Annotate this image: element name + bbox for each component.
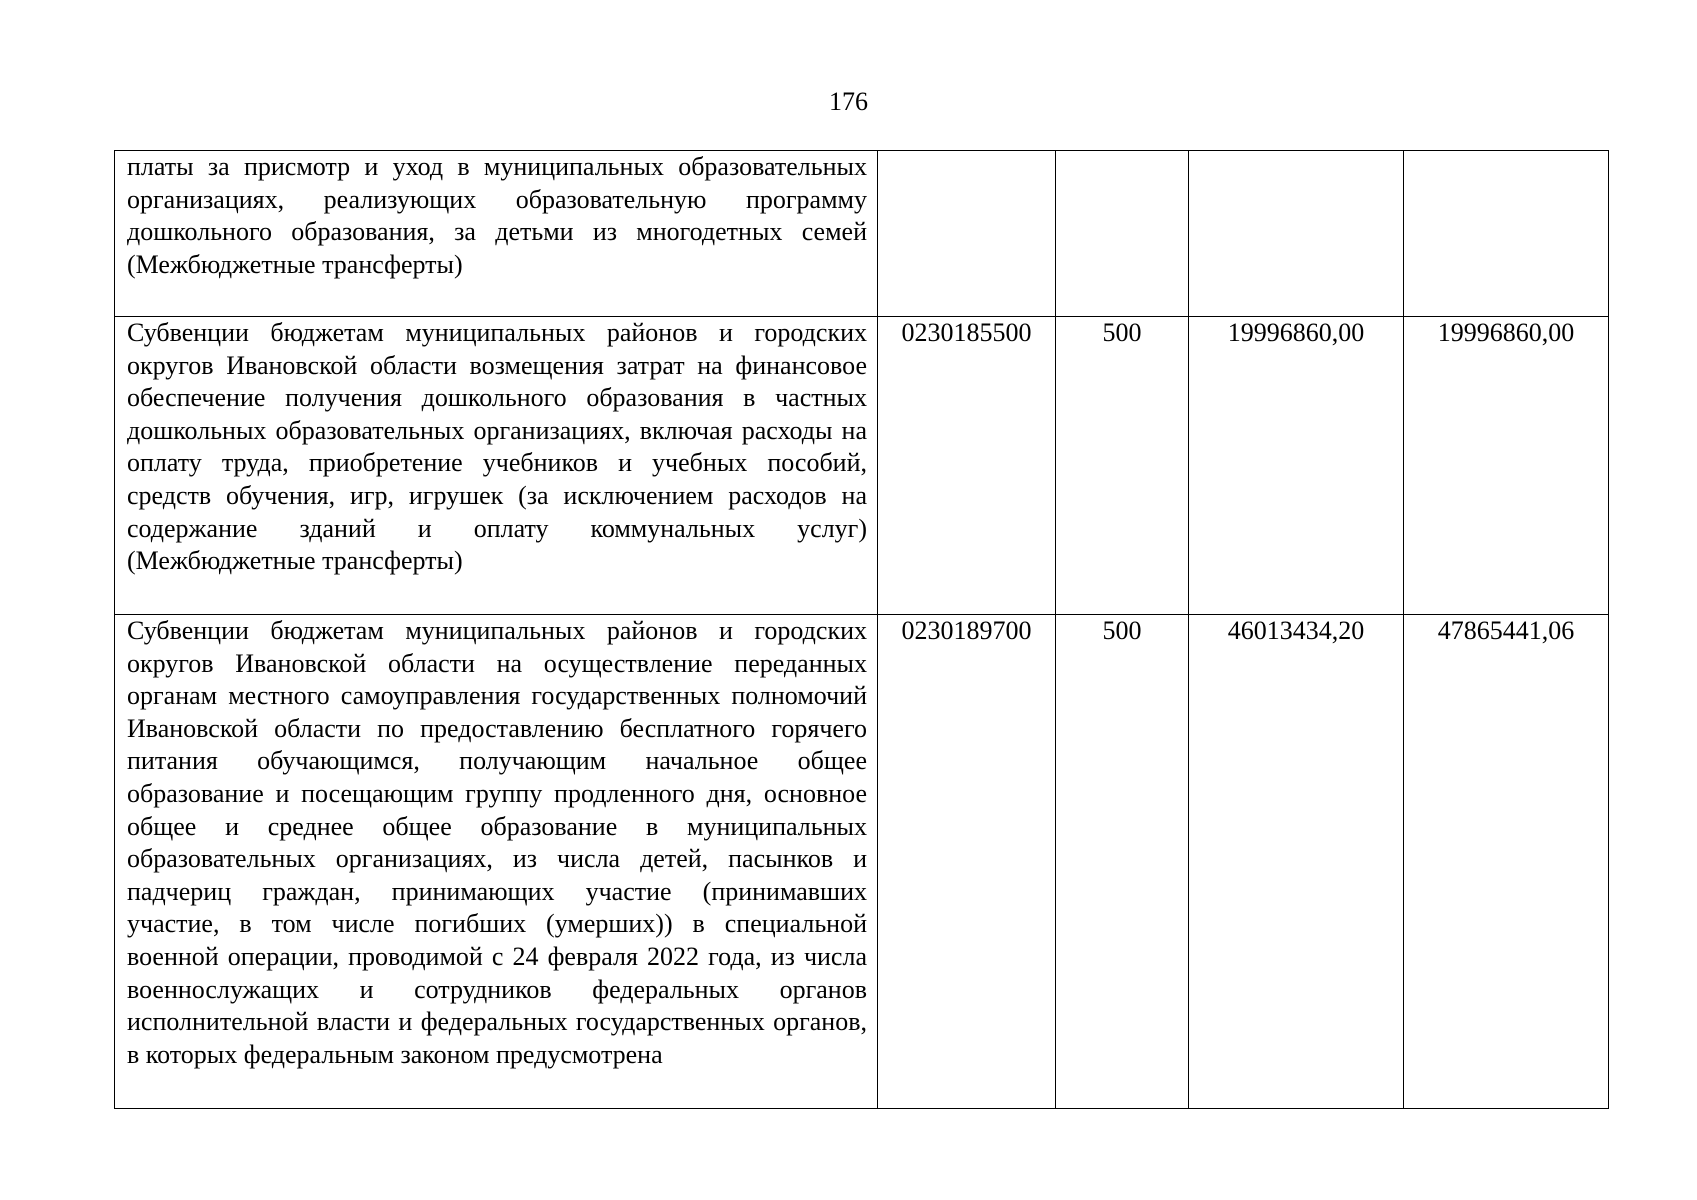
row-amount-2 (1404, 151, 1609, 317)
row-amount-1 (1189, 151, 1404, 317)
row-description: Субвенции бюджетам муниципальных районов и городских округов Ивановской области на осуществление переданных органам местного самоуправления государственных полномочий Ивановской области по предоставлению бесплатного горячего питания обучающимся, получающим начальное общее образование и посещающим группу продленного дня, основное общее и среднее общее образование в муниципальных образовательных организациях, из числа детей, пасынков и падчериц граждан, принимающих участие (принимавших участие, в том числе погибших (умерших)) в специальной военной операции, проводимой с 24 февраля 2022 года, из числа военнослужащих и сотрудников федеральных органов исполнительной власти и федеральных государственных органов, в которых федеральным законом предусмотрена (115, 615, 878, 1109)
row-code (878, 151, 1056, 317)
row-description: Субвенции бюджетам муниципальных районов и городских округов Ивановской области возмещения затрат на финансовое обеспечение получения дошкольного образования в частных дошкольных образовательных организациях, включая расходы на оплату труда, приобретение учебников и учебных пособий, средств обучения, игр, игрушек (за исключением расходов на содержание зданий и оплату коммунальных услуг) (Межбюджетные трансферты) (115, 317, 878, 615)
row-amount-2: 19996860,00 (1404, 317, 1609, 615)
table-row (115, 615, 1609, 1109)
row-amount-1: 46013434,20 (1189, 615, 1404, 1109)
row-type: 500 (1056, 615, 1189, 1109)
table-row (115, 151, 1609, 317)
page-number: 176 (829, 87, 868, 116)
row-amount-1: 19996860,00 (1189, 317, 1404, 615)
row-code: 0230189700 (878, 615, 1056, 1109)
row-type (1056, 151, 1189, 317)
table-row (115, 317, 1609, 615)
row-type: 500 (1056, 317, 1189, 615)
row-amount-2: 47865441,06 (1404, 615, 1609, 1109)
budget-table (114, 150, 1609, 1109)
row-description: платы за присмотр и уход в муниципальных образовательных организациях, реализующих образовательную программу дошкольного образования, за детьми из многодетных семей (Межбюджетные трансферты) (115, 151, 878, 317)
row-code: 0230185500 (878, 317, 1056, 615)
